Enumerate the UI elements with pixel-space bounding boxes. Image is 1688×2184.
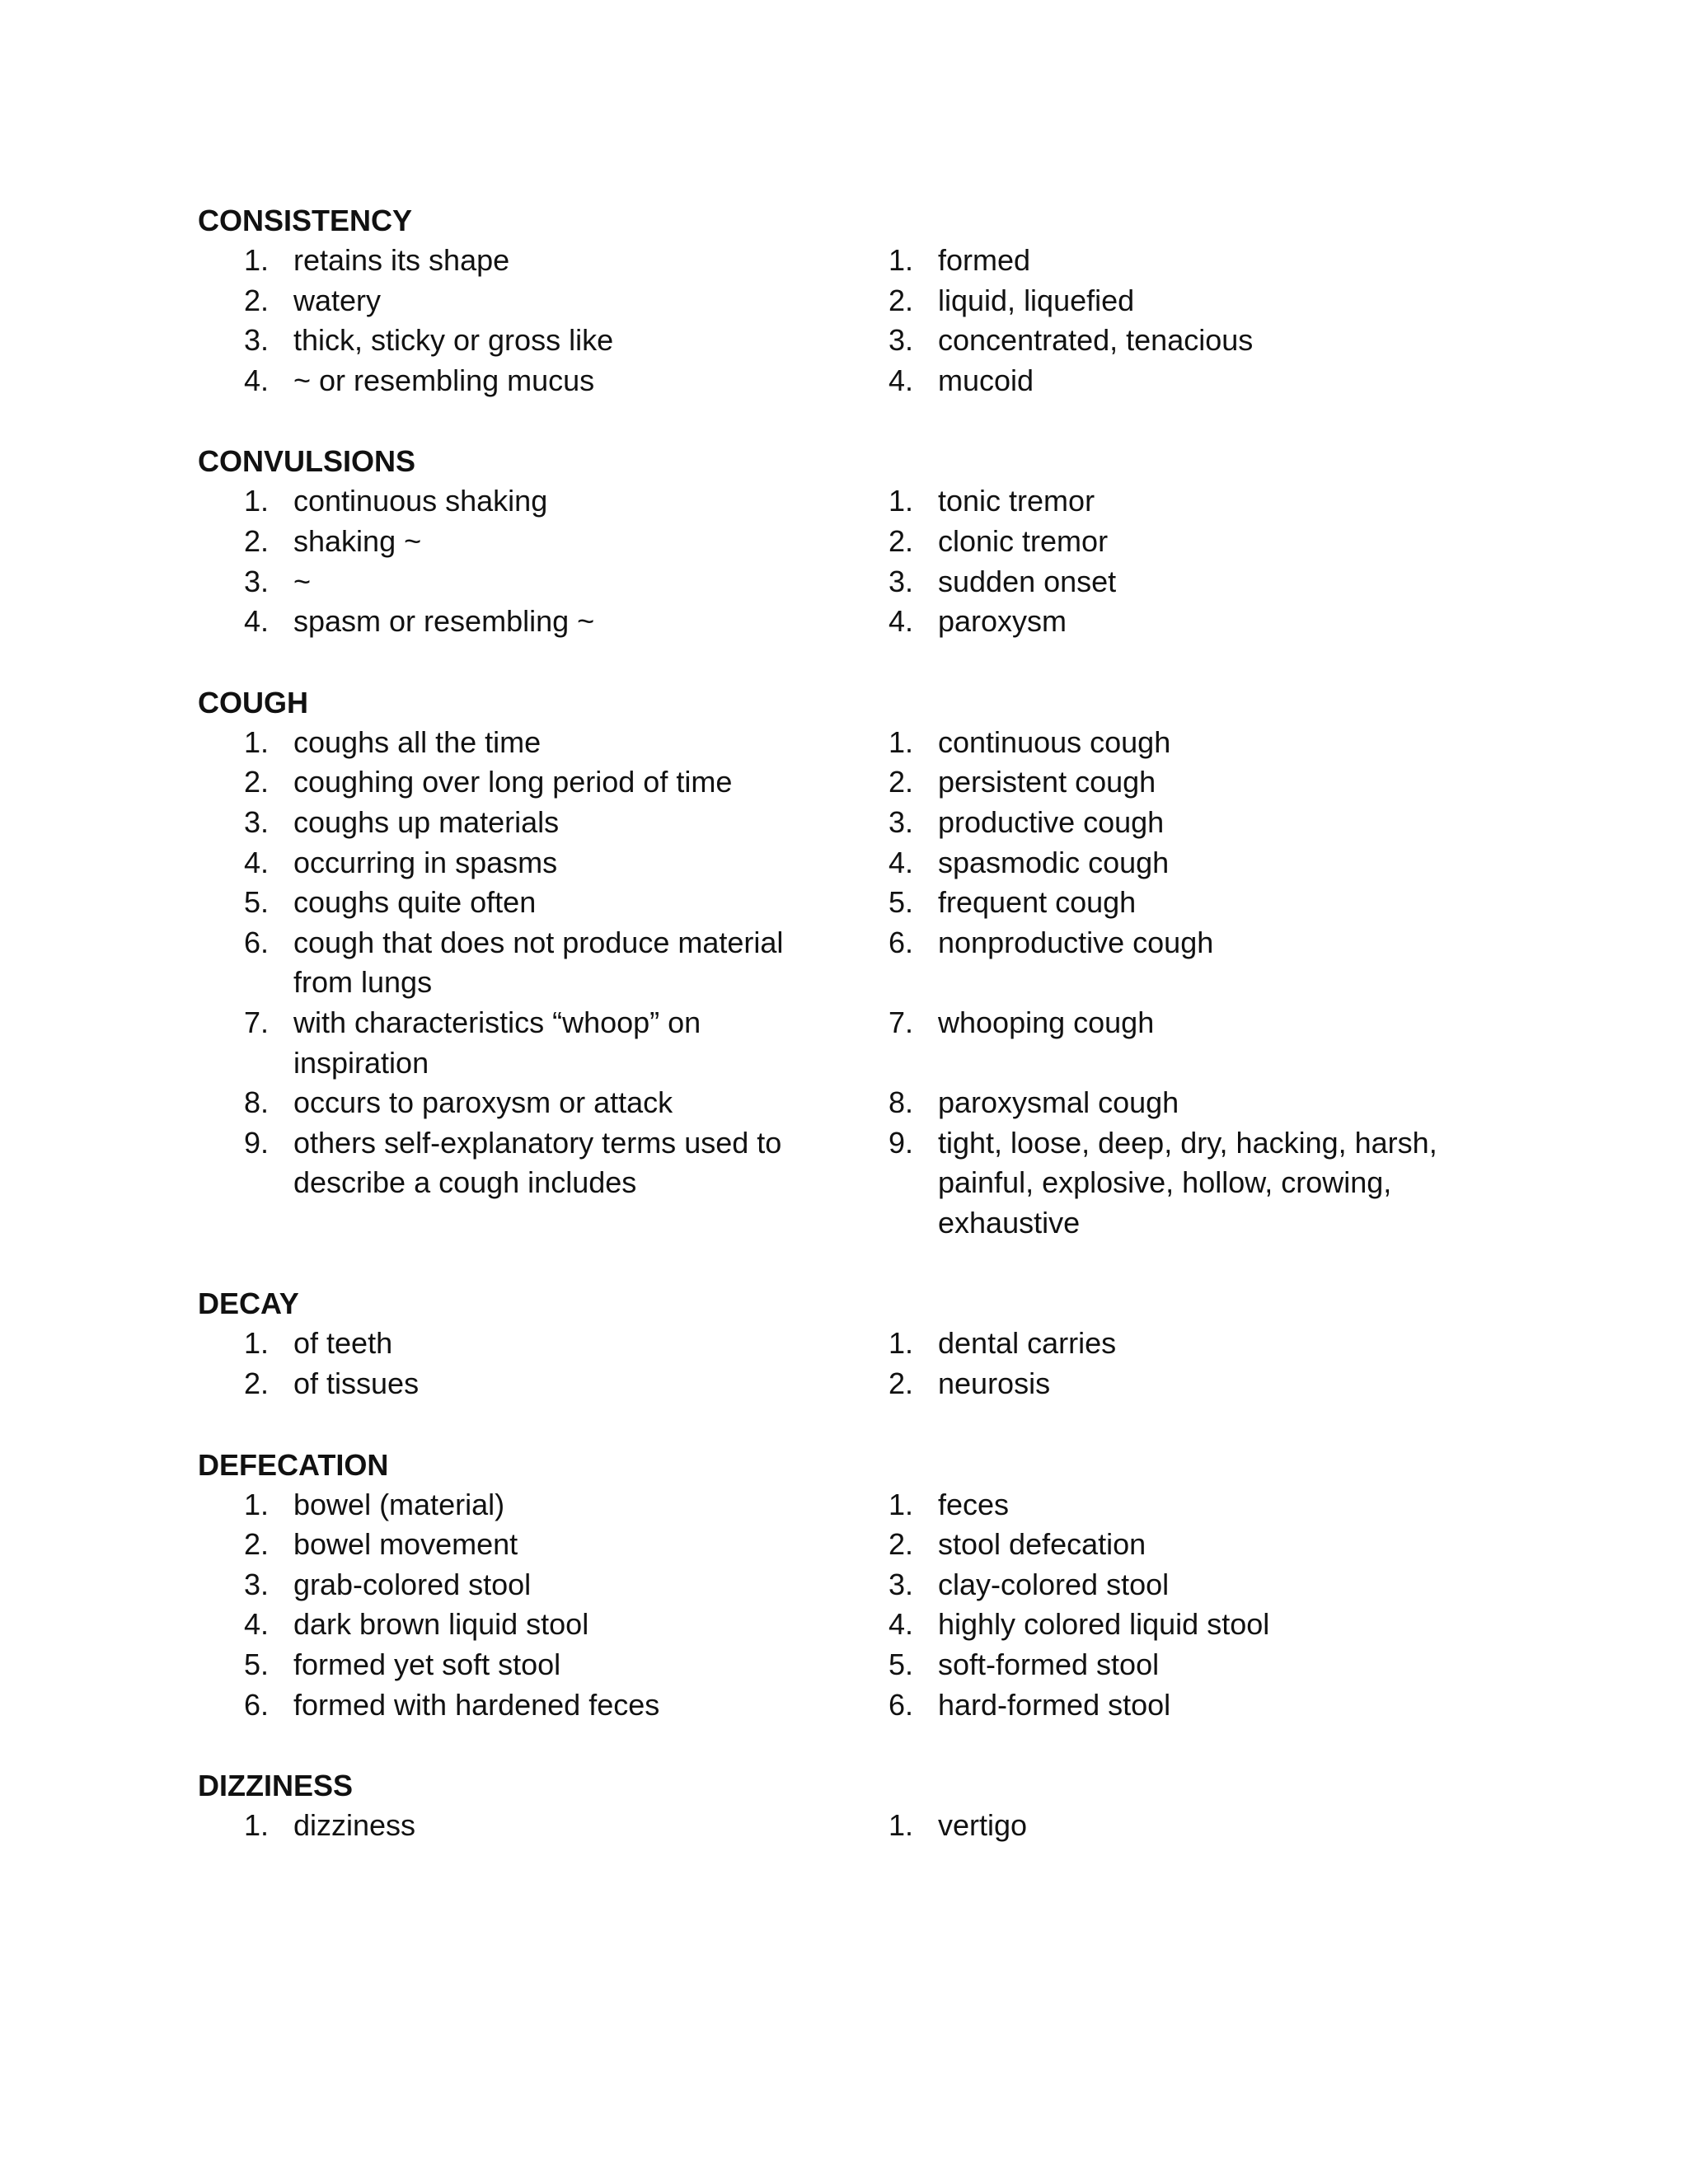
term-text: dental carries <box>938 1326 1117 1361</box>
term-row <box>198 883 1599 923</box>
description-text: dark brown liquid stool <box>293 1607 589 1642</box>
description-text: bowel movement <box>293 1527 518 1562</box>
item-number: 4. <box>244 1607 270 1642</box>
description-text: of teeth <box>293 1326 393 1361</box>
item-number: 5. <box>889 1647 914 1682</box>
medical-term <box>889 923 1482 1003</box>
medical-term <box>889 1605 1482 1645</box>
medical-term <box>889 361 1482 401</box>
lay-description <box>198 1605 889 1645</box>
term-row <box>198 602 1599 642</box>
medical-term <box>889 1645 1482 1685</box>
term-text: nonproductive cough <box>938 925 1214 959</box>
term-row <box>198 241 1599 281</box>
item-number: 1. <box>244 1326 270 1361</box>
item-number: 1. <box>244 243 270 277</box>
lay-description <box>198 361 889 401</box>
term-text: vertigo <box>938 1808 1028 1843</box>
description-text: coughs all the time <box>293 724 542 759</box>
medical-term <box>889 762 1482 803</box>
lay-description <box>198 1364 889 1404</box>
item-number: 2. <box>244 523 270 558</box>
lay-description <box>198 241 889 281</box>
term-row <box>198 1685 1599 1726</box>
item-number: 3. <box>889 564 914 598</box>
lay-description <box>198 1645 889 1685</box>
term-section <box>198 441 1599 641</box>
medical-term <box>889 1565 1482 1605</box>
description-text: occurring in spasms <box>293 845 558 879</box>
lay-description <box>198 1806 889 1846</box>
medical-term <box>889 1123 1482 1244</box>
description-text: grab-colored stool <box>293 1567 532 1601</box>
description-text: spasm or resembling ~ <box>293 604 595 639</box>
term-section <box>198 200 1599 401</box>
lay-description <box>198 602 889 642</box>
item-number: 1. <box>889 1487 914 1521</box>
item-number: 3. <box>244 1567 270 1601</box>
medical-term <box>889 241 1482 281</box>
lay-description <box>198 562 889 602</box>
medical-term <box>889 1083 1482 1123</box>
item-number: 8. <box>244 1085 270 1120</box>
lay-description <box>198 1123 889 1244</box>
term-row <box>198 361 1599 401</box>
term-row <box>198 1525 1599 1565</box>
item-number: 2. <box>889 1366 914 1401</box>
term-text: frequent cough <box>938 885 1137 920</box>
lay-description <box>198 1324 889 1364</box>
lay-description <box>198 1525 889 1565</box>
item-number: 2. <box>889 523 914 558</box>
section-title: DIZZINESS <box>198 1769 354 1803</box>
item-number: 4. <box>244 845 270 879</box>
term-text: hard-formed stool <box>938 1687 1171 1722</box>
lay-description <box>198 1565 889 1605</box>
term-row <box>198 281 1599 321</box>
term-text: liquid, liquefied <box>938 283 1135 317</box>
item-number: 6. <box>889 1687 914 1722</box>
term-row <box>198 1123 1599 1244</box>
term-text: mucoid <box>938 363 1034 397</box>
item-number: 6. <box>889 925 914 959</box>
item-number: 1. <box>244 724 270 759</box>
description-text: occurs to paroxysm or attack <box>293 1085 673 1120</box>
lay-description <box>198 923 889 1003</box>
item-number: 9. <box>244 1125 270 1160</box>
term-text: soft-formed stool <box>938 1647 1160 1682</box>
section-title: CONVULSIONS <box>198 444 416 479</box>
term-text: highly colored liquid stool <box>938 1607 1270 1642</box>
term-text: productive cough <box>938 804 1165 839</box>
lay-description <box>198 723 889 763</box>
section-title: DECAY <box>198 1286 299 1321</box>
lay-description <box>198 481 889 522</box>
term-row <box>198 1485 1599 1526</box>
item-number: 1. <box>889 243 914 277</box>
description-text: coughing over long period of time <box>293 765 733 799</box>
term-row <box>198 1806 1599 1846</box>
medical-term <box>889 803 1482 843</box>
lay-description <box>198 1685 889 1726</box>
term-text: paroxysm <box>938 604 1067 639</box>
description-text: bowel (material) <box>293 1487 505 1521</box>
description-text: dizziness <box>293 1808 416 1843</box>
item-number: 4. <box>889 604 914 639</box>
term-row <box>198 562 1599 602</box>
item-number: 2. <box>244 765 270 799</box>
term-section <box>198 1283 1599 1404</box>
term-row <box>198 1083 1599 1123</box>
item-number: 1. <box>244 1487 270 1521</box>
medical-term <box>889 522 1482 562</box>
item-number: 7. <box>244 1005 270 1039</box>
medical-term <box>889 883 1482 923</box>
item-number: 3. <box>889 1567 914 1601</box>
description-text: cough that does not produce material from lungs <box>293 925 784 1000</box>
description-text: formed with hardened feces <box>293 1687 660 1722</box>
description-text: with characteristics “whoop” on inspiration <box>293 1005 701 1080</box>
item-number: 6. <box>244 1687 270 1722</box>
medical-term <box>889 1525 1482 1565</box>
description-text: coughs quite often <box>293 885 537 920</box>
term-row <box>198 1364 1599 1404</box>
item-number: 3. <box>244 323 270 358</box>
item-number: 2. <box>889 283 914 317</box>
item-number: 1. <box>244 484 270 518</box>
term-text: tonic tremor <box>938 484 1095 518</box>
term-row <box>198 321 1599 361</box>
term-text: whooping cough <box>938 1005 1155 1039</box>
term-row <box>198 1645 1599 1685</box>
description-text: others self-explanatory terms used to describe a cough includes <box>293 1125 782 1200</box>
term-text: clonic tremor <box>938 523 1109 558</box>
item-number: 3. <box>244 804 270 839</box>
item-number: 4. <box>889 845 914 879</box>
term-section <box>198 1765 1599 1846</box>
lay-description <box>198 522 889 562</box>
term-row <box>198 923 1599 1003</box>
term-section <box>198 682 1599 1244</box>
medical-term <box>889 1364 1482 1404</box>
medical-term <box>889 1485 1482 1526</box>
item-number: 7. <box>889 1005 914 1039</box>
section-title: DEFECATION <box>198 1447 389 1482</box>
term-text: feces <box>938 1487 1010 1521</box>
term-text: tight, loose, deep, dry, hacking, harsh, painful, explosive, hollow, crowing, exhaustive <box>938 1125 1437 1240</box>
term-text: concentrated, tenacious <box>938 323 1254 358</box>
medical-term <box>889 602 1482 642</box>
description-text: coughs up materials <box>293 804 560 839</box>
description-text: watery <box>293 283 382 317</box>
medical-term <box>889 1324 1482 1364</box>
medical-term <box>889 481 1482 522</box>
description-text: ~ or resembling mucus <box>293 363 595 397</box>
medical-term <box>889 843 1482 883</box>
term-text: sudden onset <box>938 564 1117 598</box>
term-text: continuous cough <box>938 724 1171 759</box>
document-page <box>198 200 1599 1886</box>
item-number: 1. <box>889 484 914 518</box>
term-text: stool defecation <box>938 1527 1146 1562</box>
term-text: formed <box>938 243 1031 277</box>
lay-description <box>198 1083 889 1123</box>
item-number: 2. <box>889 765 914 799</box>
medical-term <box>889 1685 1482 1726</box>
medical-term <box>889 1003 1482 1083</box>
lay-description <box>198 883 889 923</box>
term-row <box>198 481 1599 522</box>
description-text: shaking ~ <box>293 523 422 558</box>
term-text: paroxysmal cough <box>938 1085 1179 1120</box>
item-number: 4. <box>244 363 270 397</box>
term-row <box>198 1003 1599 1083</box>
item-number: 2. <box>889 1527 914 1562</box>
description-text: of tissues <box>293 1366 420 1401</box>
term-row <box>198 1565 1599 1605</box>
item-number: 1. <box>244 1808 270 1843</box>
lay-description <box>198 803 889 843</box>
item-number: 2. <box>244 1527 270 1562</box>
term-text: clay-colored stool <box>938 1567 1170 1601</box>
medical-term <box>889 281 1482 321</box>
lay-description <box>198 843 889 883</box>
lay-description <box>198 281 889 321</box>
item-number: 3. <box>889 804 914 839</box>
term-text: neurosis <box>938 1366 1051 1401</box>
item-number: 5. <box>244 1647 270 1682</box>
term-row <box>198 1605 1599 1645</box>
lay-description <box>198 1003 889 1083</box>
term-row <box>198 843 1599 883</box>
item-number: 4. <box>244 604 270 639</box>
term-section <box>198 1445 1599 1726</box>
item-number: 2. <box>244 1366 270 1401</box>
item-number: 3. <box>244 564 270 598</box>
term-row <box>198 762 1599 803</box>
section-title: COUGH <box>198 685 308 719</box>
item-number: 5. <box>244 885 270 920</box>
medical-term <box>889 562 1482 602</box>
description-text: thick, sticky or gross like <box>293 323 614 358</box>
term-text: persistent cough <box>938 765 1156 799</box>
item-number: 8. <box>889 1085 914 1120</box>
item-number: 9. <box>889 1125 914 1160</box>
term-row <box>198 803 1599 843</box>
lay-description <box>198 762 889 803</box>
item-number: 5. <box>889 885 914 920</box>
description-text: continuous shaking <box>293 484 548 518</box>
item-number: 6. <box>244 925 270 959</box>
item-number: 4. <box>889 1607 914 1642</box>
medical-term <box>889 1806 1482 1846</box>
description-text: formed yet soft stool <box>293 1647 561 1682</box>
item-number: 4. <box>889 363 914 397</box>
lay-description <box>198 1485 889 1526</box>
item-number: 3. <box>889 323 914 358</box>
term-row <box>198 1324 1599 1364</box>
item-number: 2. <box>244 283 270 317</box>
description-text: ~ <box>293 564 312 598</box>
item-number: 1. <box>889 1808 914 1843</box>
medical-term <box>889 321 1482 361</box>
term-row <box>198 723 1599 763</box>
description-text: retains its shape <box>293 243 510 277</box>
lay-description <box>198 321 889 361</box>
term-row <box>198 522 1599 562</box>
item-number: 1. <box>889 1326 914 1361</box>
medical-term <box>889 723 1482 763</box>
section-title: CONSISTENCY <box>198 204 413 237</box>
term-text: spasmodic cough <box>938 845 1170 879</box>
item-number: 1. <box>889 724 914 759</box>
